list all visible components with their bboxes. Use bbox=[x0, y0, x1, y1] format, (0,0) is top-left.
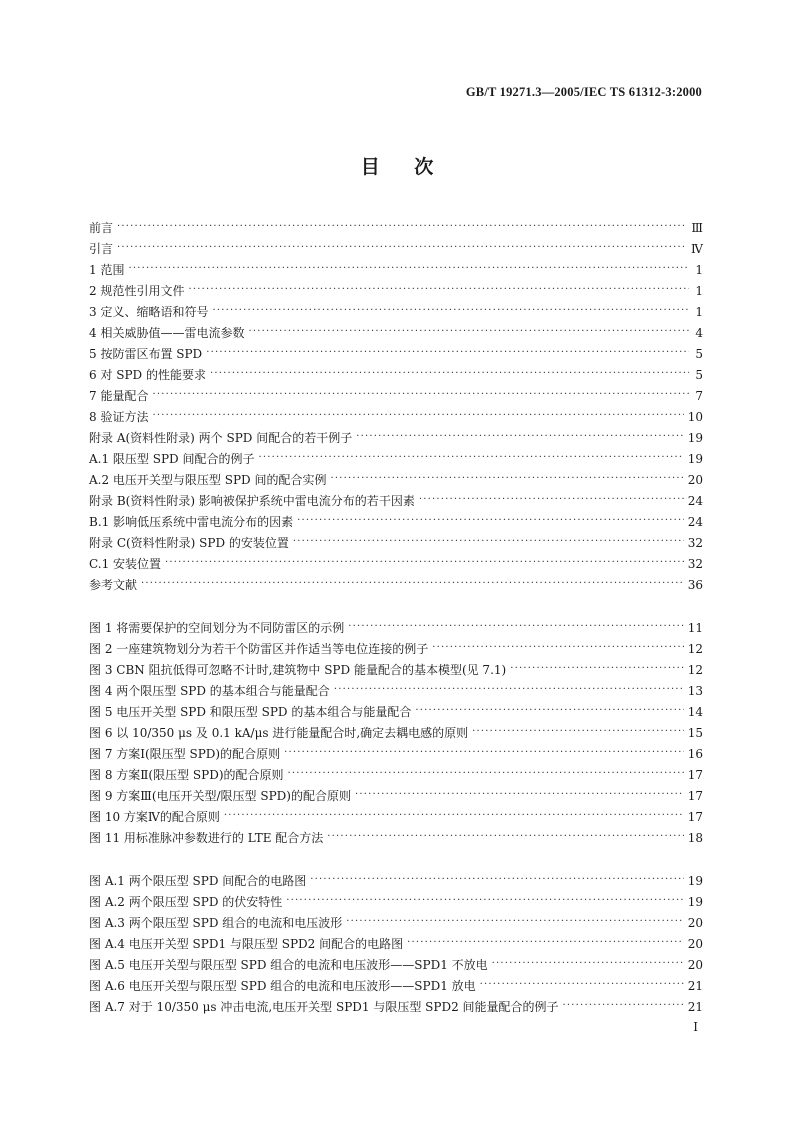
toc-entry-label: 图 5 电压开关型 SPD 和限压型 SPD 的基本组合与能量配合 bbox=[89, 705, 412, 719]
toc-entry[interactable] bbox=[89, 640, 703, 661]
toc-entry-page: 20 bbox=[687, 473, 703, 487]
toc-entry[interactable] bbox=[89, 682, 703, 703]
dot-leader bbox=[258, 455, 683, 467]
toc-entry-page: 20 bbox=[687, 916, 703, 930]
toc-entry-page: 18 bbox=[687, 831, 703, 845]
dot-leader bbox=[284, 750, 684, 762]
dot-leader bbox=[297, 518, 684, 530]
toc-entry[interactable] bbox=[89, 766, 703, 787]
dot-leader bbox=[480, 982, 684, 994]
toc-entry-label: 8 验证方法 bbox=[89, 410, 149, 424]
toc-entry[interactable] bbox=[89, 366, 703, 387]
toc-annex-figures-section bbox=[89, 872, 703, 1019]
toc-entry-page: 10 bbox=[687, 410, 703, 424]
toc-entry[interactable] bbox=[89, 387, 703, 408]
toc-entry-label: 图 A.1 两个限压型 SPD 间配合的电路图 bbox=[89, 874, 307, 888]
toc-entry[interactable] bbox=[89, 534, 703, 555]
dot-leader bbox=[188, 287, 689, 299]
toc-entry-label: 图 9 方案Ⅲ(电压开关型/限压型 SPD)的配合原则 bbox=[89, 789, 351, 803]
dot-leader bbox=[510, 666, 684, 678]
dot-leader bbox=[330, 476, 683, 488]
dot-leader bbox=[288, 771, 684, 783]
toc-entry-page: 19 bbox=[687, 895, 703, 909]
toc-entry-label: 图 11 用标准脉冲参数进行的 LTE 配合方法 bbox=[89, 831, 324, 845]
toc-entry-label: 图 6 以 10/350 μs 及 0.1 kA/μs 进行能量配合时,确定去耦电感的原则 bbox=[89, 726, 469, 740]
toc-entry-label: 图 A.7 对于 10/350 μs 冲击电流,电压开关型 SPD1 与限压型 SPD2 间能量配合的例子 bbox=[89, 1000, 559, 1014]
toc-entry-label: B.1 影响低压系统中雷电流分布的因素 bbox=[89, 515, 294, 529]
dot-leader bbox=[355, 792, 684, 804]
toc-entry-label: A.2 电压开关型与限压型 SPD 间的配合实例 bbox=[89, 473, 327, 487]
toc-entry-label: 图 A.5 电压开关型与限压型 SPD 组合的电流和电压波形——SPD1 不放电 bbox=[89, 958, 488, 972]
toc-entry-page: 4 bbox=[695, 326, 703, 340]
toc-entry-label: 附录 A(资料性附录) 两个 SPD 间配合的若干例子 bbox=[89, 431, 353, 445]
dot-leader bbox=[152, 413, 683, 425]
dot-leader bbox=[286, 898, 683, 910]
dot-leader bbox=[334, 687, 684, 699]
toc-entry-label: 附录 C(资料性附录) SPD 的安装位置 bbox=[89, 536, 289, 550]
toc-figures-section bbox=[89, 619, 703, 850]
toc-entry[interactable] bbox=[89, 345, 703, 366]
dot-leader bbox=[152, 392, 689, 404]
toc-entry-label: C.1 安装位置 bbox=[89, 557, 162, 571]
toc-entry[interactable] bbox=[89, 471, 703, 492]
toc-entry-page: 36 bbox=[687, 578, 703, 592]
toc-entry[interactable] bbox=[89, 935, 703, 956]
toc-entry[interactable] bbox=[89, 724, 703, 745]
toc-entry[interactable] bbox=[89, 872, 703, 893]
toc-entry-label: 图 A.2 两个限压型 SPD 的伏安特性 bbox=[89, 895, 283, 909]
dot-leader bbox=[141, 581, 684, 593]
toc-entry-page: 21 bbox=[687, 979, 703, 993]
toc-entry-page: 19 bbox=[687, 431, 703, 445]
dot-leader bbox=[206, 350, 689, 362]
toc-entry[interactable] bbox=[89, 745, 703, 766]
dot-leader bbox=[128, 266, 689, 278]
toc-entry-page: 12 bbox=[687, 663, 703, 677]
toc-entry-page: 17 bbox=[687, 789, 703, 803]
toc-entry-page: 24 bbox=[687, 515, 703, 529]
dot-leader bbox=[327, 834, 683, 846]
toc-entry-page: 14 bbox=[687, 705, 703, 719]
toc-entry-page: 32 bbox=[687, 557, 703, 571]
dot-leader bbox=[224, 813, 684, 825]
dot-leader bbox=[407, 940, 684, 952]
toc-entry-label: 7 能量配合 bbox=[89, 389, 149, 403]
toc-entry-label: 5 按防雷区布置 SPD bbox=[89, 347, 203, 361]
toc-entry-label: 附录 B(资料性附录) 影响被保护系统中雷电流分布的若干因素 bbox=[89, 494, 415, 508]
toc-entry-label: 图 2 一座建筑物划分为若干个防雷区并作适当等电位连接的例子 bbox=[89, 642, 429, 656]
toc-entry-label: A.1 限压型 SPD 间配合的例子 bbox=[89, 452, 255, 466]
dot-leader bbox=[210, 371, 689, 383]
toc-entry[interactable] bbox=[89, 893, 703, 914]
toc-entry[interactable] bbox=[89, 324, 703, 345]
dot-leader bbox=[356, 434, 684, 446]
toc-entry-page: 1 bbox=[695, 284, 703, 298]
toc-main-section bbox=[89, 219, 703, 597]
toc-entry[interactable] bbox=[89, 282, 703, 303]
toc-entry-page: 20 bbox=[687, 958, 703, 972]
toc-entry-label: 图 A.4 电压开关型 SPD1 与限压型 SPD2 间配合的电路图 bbox=[89, 937, 404, 951]
toc-entry[interactable] bbox=[89, 808, 703, 829]
toc-entry-page: 19 bbox=[687, 452, 703, 466]
dot-leader bbox=[117, 224, 687, 236]
toc-entry[interactable] bbox=[89, 450, 703, 471]
toc-entry-page: 11 bbox=[687, 621, 703, 635]
toc-entry-page: 7 bbox=[695, 389, 703, 403]
toc-entry-label: 图 10 方案Ⅳ的配合原则 bbox=[89, 810, 220, 824]
toc-entry[interactable] bbox=[89, 703, 703, 724]
toc-entry[interactable] bbox=[89, 661, 703, 682]
toc-entry-page: 5 bbox=[695, 347, 703, 361]
dot-leader bbox=[415, 708, 683, 720]
toc-entry-page: 5 bbox=[695, 368, 703, 382]
toc-entry-label: 3 定义、缩略语和符号 bbox=[89, 305, 209, 319]
dot-leader bbox=[432, 645, 683, 657]
toc-entry-page: 13 bbox=[687, 684, 703, 698]
toc-entry-page: 1 bbox=[695, 263, 703, 277]
toc-entry-label: 1 范围 bbox=[89, 263, 125, 277]
toc-entry-label: 图 7 方案Ⅰ(限压型 SPD)的配合原则 bbox=[89, 747, 281, 761]
toc-entry-label: 图 4 两个限压型 SPD 的基本组合与能量配合 bbox=[89, 684, 330, 698]
toc-entry-page: 32 bbox=[687, 536, 703, 550]
toc-entry-page: 24 bbox=[687, 494, 703, 508]
toc-entry-label: 图 A.3 两个限压型 SPD 组合的电流和电压波形 bbox=[89, 916, 343, 930]
dot-leader bbox=[117, 245, 687, 257]
dot-leader bbox=[165, 560, 684, 572]
toc-entry-page: 1 bbox=[695, 305, 703, 319]
toc-entry[interactable] bbox=[89, 576, 703, 597]
page-title: 目 次 bbox=[360, 156, 434, 178]
dot-leader bbox=[472, 729, 684, 741]
toc-entry-label: 引言 bbox=[89, 242, 114, 256]
toc-entry[interactable] bbox=[89, 240, 703, 261]
toc-entry[interactable] bbox=[89, 492, 703, 513]
toc-entry-page: 16 bbox=[687, 747, 703, 761]
toc-entry-label: 图 1 将需要保护的空间划分为不同防雷区的示例 bbox=[89, 621, 345, 635]
toc-entry[interactable] bbox=[89, 303, 703, 324]
toc-entry-page: 21 bbox=[687, 1000, 703, 1014]
toc-entry-page: Ⅲ bbox=[691, 221, 703, 235]
toc-entry-label: 图 A.6 电压开关型与限压型 SPD 组合的电流和电压波形——SPD1 放电 bbox=[89, 979, 476, 993]
toc-entry[interactable] bbox=[89, 429, 703, 450]
toc-entry-label: 2 规范性引用文件 bbox=[89, 284, 185, 298]
toc-entry[interactable] bbox=[89, 956, 703, 977]
toc-entry[interactable] bbox=[89, 261, 703, 282]
dot-leader bbox=[346, 919, 683, 931]
toc-entry[interactable] bbox=[89, 914, 703, 935]
toc-entry[interactable] bbox=[89, 513, 703, 534]
dot-leader bbox=[419, 497, 684, 509]
toc-entry-page: 12 bbox=[687, 642, 703, 656]
toc-entry-page: 20 bbox=[687, 937, 703, 951]
toc-entry-label: 6 对 SPD 的性能要求 bbox=[89, 368, 206, 382]
dot-leader bbox=[212, 308, 689, 320]
toc-entry[interactable] bbox=[89, 408, 703, 429]
toc-entry-label: 图 3 CBN 阻抗低得可忽略不计时,建筑物中 SPD 能量配合的基本模型(见 7.1) bbox=[89, 663, 507, 677]
dot-leader bbox=[563, 1003, 684, 1015]
toc-entry-page: 19 bbox=[687, 874, 703, 888]
toc-entry-page: 17 bbox=[687, 810, 703, 824]
toc-entry[interactable] bbox=[89, 555, 703, 576]
toc-entry-page: 15 bbox=[687, 726, 703, 740]
toc-entry[interactable] bbox=[89, 787, 703, 808]
toc-entry[interactable] bbox=[89, 219, 703, 240]
toc-entry-page: 17 bbox=[687, 768, 703, 782]
toc-entry-label: 前言 bbox=[89, 221, 114, 235]
toc-entry[interactable] bbox=[89, 829, 703, 850]
dot-leader bbox=[293, 539, 684, 551]
toc-entry-label: 4 相关威胁值——雷电流参数 bbox=[89, 326, 245, 340]
dot-leader bbox=[248, 329, 689, 341]
dot-leader bbox=[310, 877, 683, 889]
dot-leader bbox=[492, 961, 684, 973]
dot-leader bbox=[348, 624, 683, 636]
toc-entry[interactable] bbox=[89, 977, 703, 998]
toc-entry-label: 图 8 方案Ⅱ(限压型 SPD)的配合原则 bbox=[89, 768, 284, 782]
page-folio: I bbox=[693, 1020, 698, 1034]
toc-entry-page: Ⅳ bbox=[691, 242, 703, 256]
toc-entry[interactable] bbox=[89, 619, 703, 640]
toc-entry-label: 参考文献 bbox=[89, 578, 138, 592]
standard-code: GB/T 19271.3—2005/IEC TS 61312-3:2000 bbox=[465, 85, 702, 99]
toc-entry[interactable] bbox=[89, 998, 703, 1019]
